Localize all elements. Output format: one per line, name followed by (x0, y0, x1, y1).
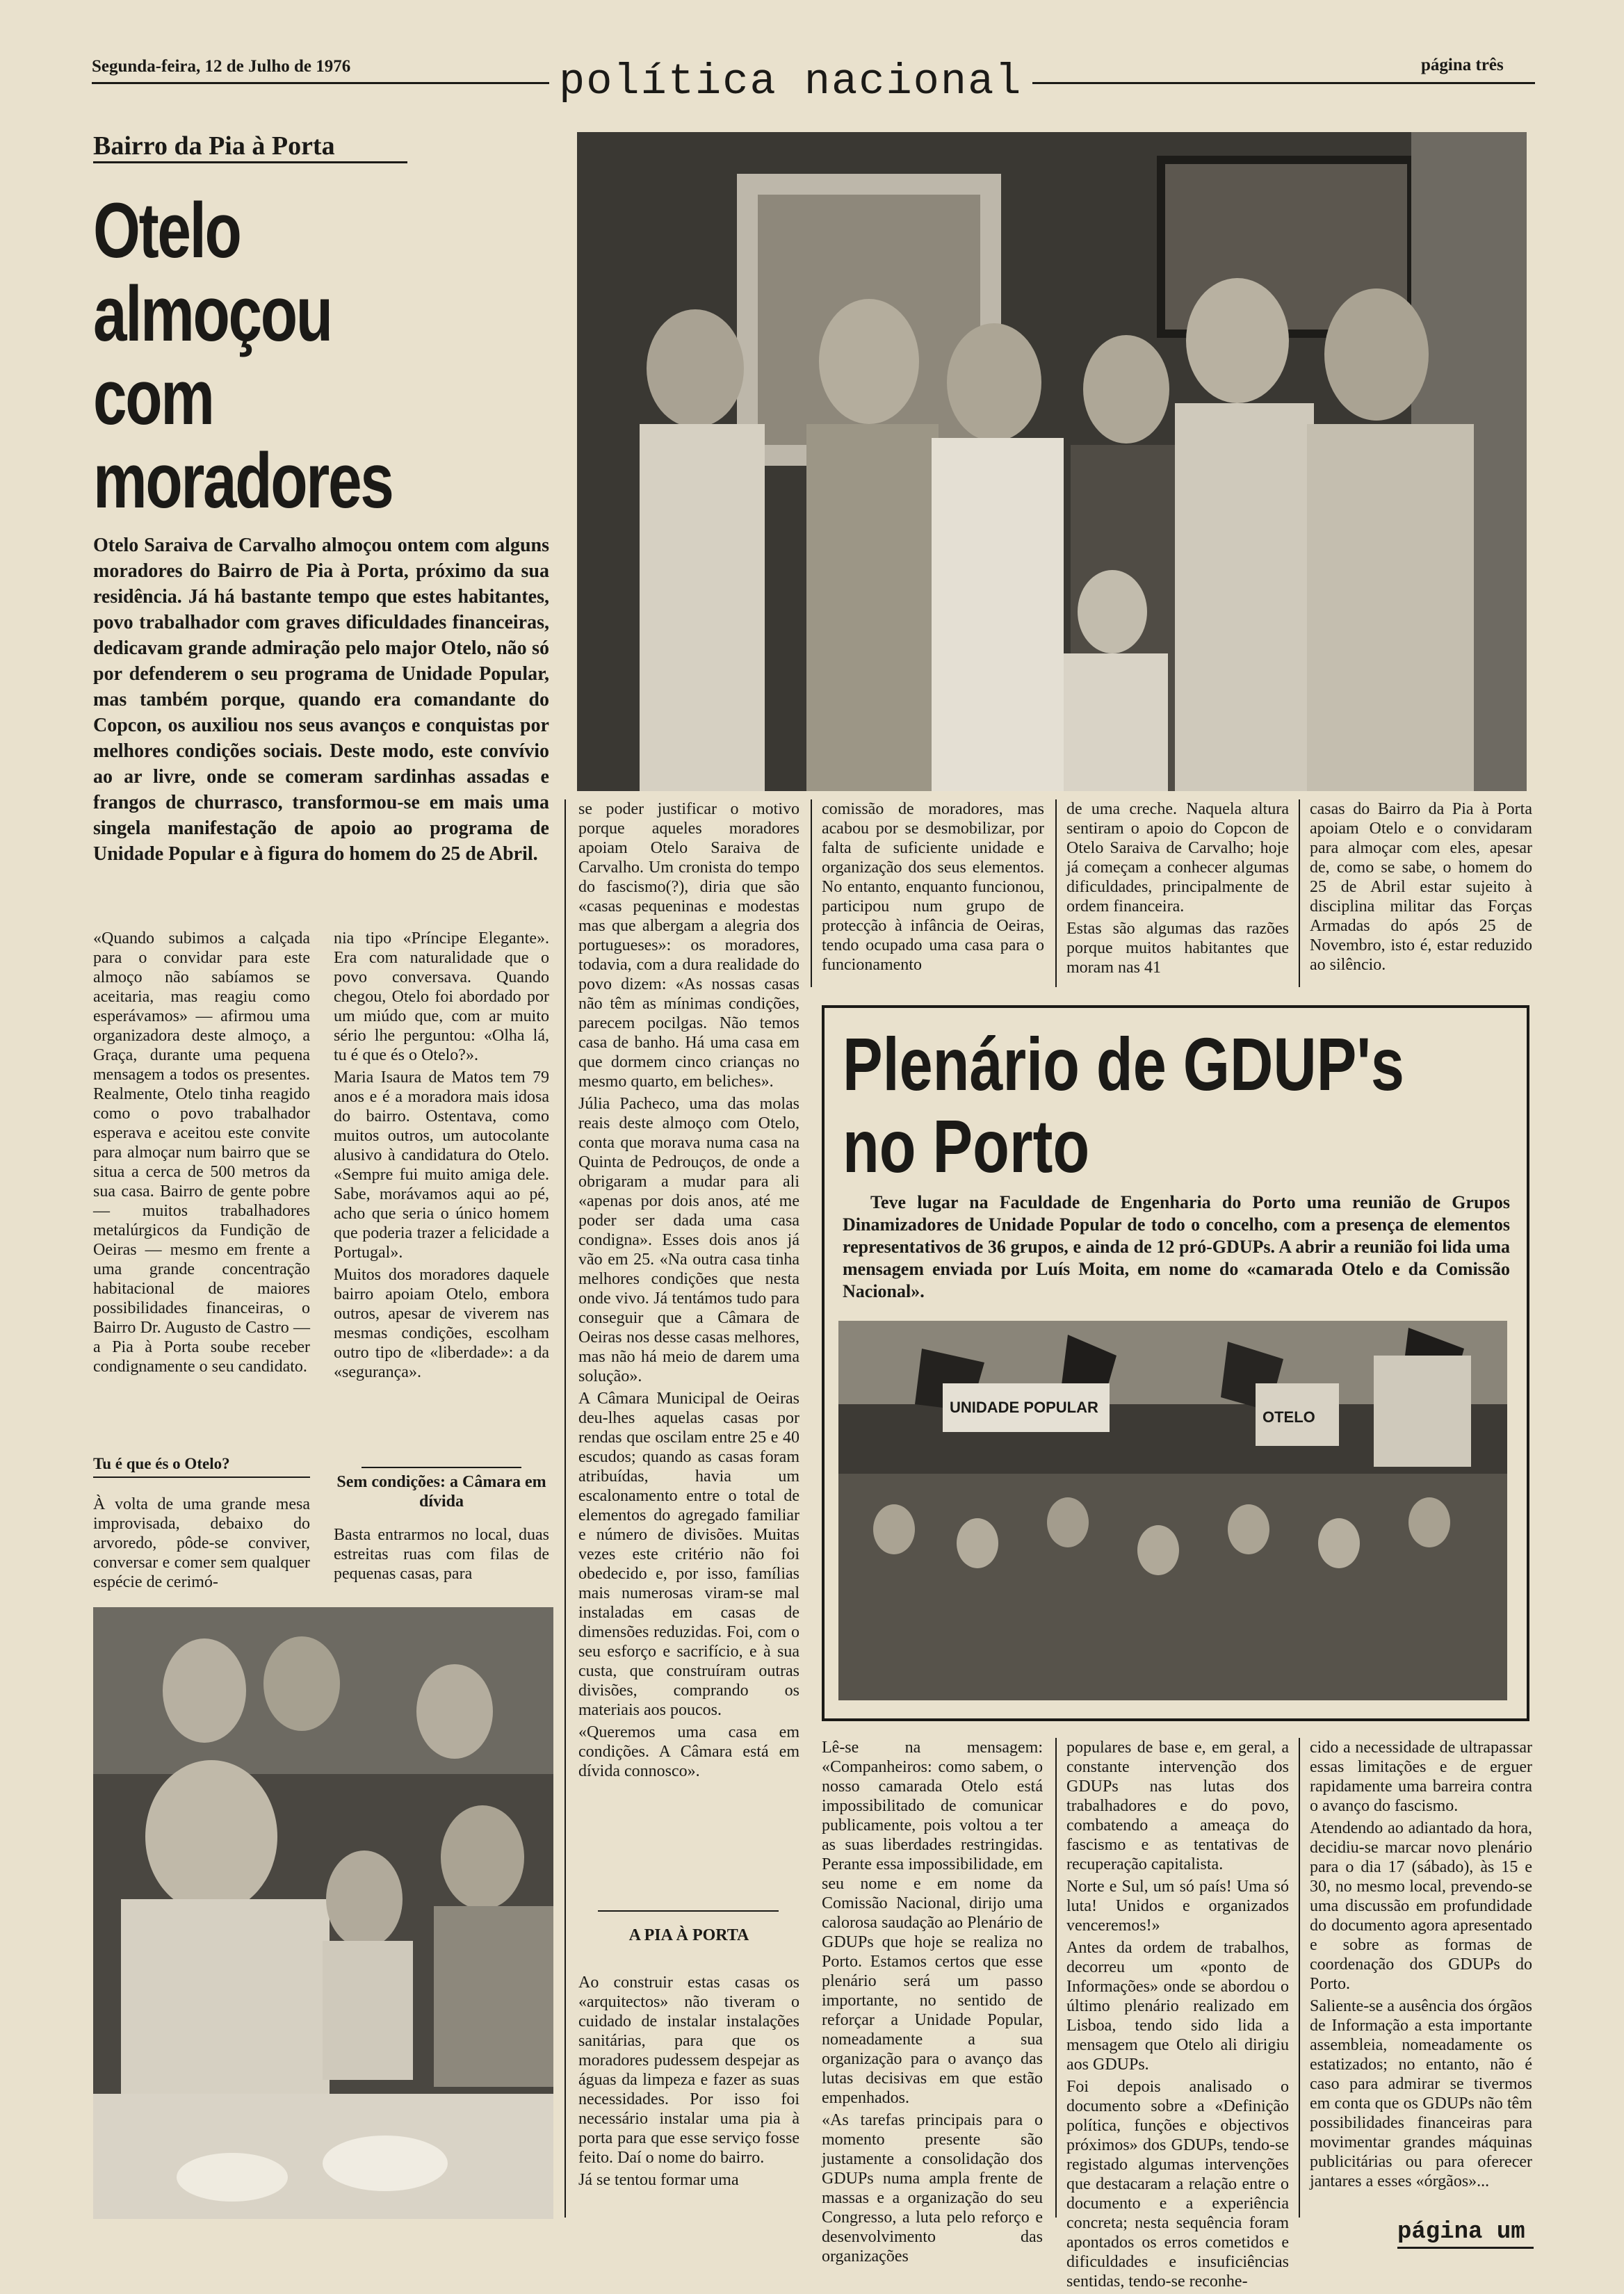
paragraph: A Câmara Municipal de Oeiras deu-lhes aquelas casas por rendas que oscilam entre 25 e 40 escudos; quando as casas foram atribuídas, havia um escalonamento entre o total de elementos do agregado familiar e número de divisões. Muitas vezes este critério não foi obedecido e, por isso, famílias mais numerosas viram-se mal instaladas em casas de dimensões reduzidas. Foi, com o seu esforço e sacrifício, e à sua custa, que construíram outras divisões, comprando os materiais aos poucos. (578, 1390, 799, 1719)
column-divider (565, 799, 566, 2218)
paragraph: populares de base e, em geral, a constante intervenção dos GDUPs nas lutas dos trabalhadores e do povo, combatendo a ameaça do fascismo e as tentativas de recuperação capitalista. (1066, 1739, 1289, 1873)
crowd-banner-text: UNIDADE POPULAR (950, 1399, 1098, 1416)
paragraph: Já se tentou formar uma (578, 2171, 739, 2189)
column-divider (1055, 799, 1057, 987)
paragraph: Muitos dos moradores daquele bairro apoiam Otelo, embora outros, apesar de viverem nas mesmas condições, escolham outro tipo de «liberdade»: a da «segurança». (334, 1266, 549, 1381)
paragraph: casas do Bairro da Pia à Porta apoiam Otelo e o convidaram para almoçar com eles, apesar de, como se sabe, o homem do 25 de Abril estar sujeito à disciplina militar das Forças Armadas do após 25 de Novembro, isto é, estar reduzido ao silêncio. (1310, 800, 1532, 974)
paragraph: «Quando subimos a calçada para o convidar para este almoço não sabíamos se aceitaria, mas reagiu como esperávamos» — afirmou uma organizadora deste almoço, a Graça, durante uma pequena mensagem a todos os presentes. Realmente, Otelo tinha reagido como o povo trabalhador esperava e aceitou este convite para almoçar num bairro que se situa a cerca de 500 metros da sua casa. Bairro de gente pobre — muitos trabalhadores metalúrgicos da Fundição de Oeiras — mesmo em frente a uma grande concentração habitacional de maiores possibilidades financeiras, o Bairro Dr. Augusto de Castro — a Pia à Porta soube receber condignamente o seu candidato. (93, 929, 310, 1376)
article-column-4 (822, 799, 1044, 977)
headline-line: Plenário de GDUP's (843, 1022, 1404, 1106)
paragraph: nia tipo «Príncipe Elegante». Era com naturalidade que o povo conversava. Quando chegou, Otelo foi abordado por um miúdo que, com ar muito sério lhe perguntou: «Olha lá, tu é que és o Otelo?». (334, 929, 549, 1064)
article-column-3 (578, 799, 799, 1784)
paragraph: «As tarefas principais para o momento presente são justamente a consolidação dos GDUPs numa ampla frente de massas e a organização do seu Congresso, a luta pelo reforço e desenvolvimento das organizações (822, 2111, 1043, 2265)
paragraph: de uma creche. Naquela altura sentiram o apoio do Copcon de Otelo Saraiva de Carvalho; hoje já começam a conhecer algumas dificuldades, principalmente de ordem financeira. (1066, 800, 1289, 916)
subhead-tu-e-que-es: Tu é que és o Otelo? (93, 1455, 230, 1472)
subhead-rule (598, 1910, 779, 1912)
paragraph: cido a necessidade de ultrapassar essas limitações e de erguer rapidamente uma barreira contra o avanço do fascismo. (1310, 1739, 1532, 1815)
issue-date: Segunda-feira, 12 de Julho de 1976 (92, 57, 351, 76)
headline-line: Otelo (93, 187, 241, 274)
article-column-6 (1310, 799, 1532, 977)
article-column-1b (93, 1495, 310, 1595)
paragraph: comissão de moradores, mas acabou por se desmobilizar, por falta de suficiente unidade e organização dos seus elementos. No entanto, enquanto funcionou, participou num grupo de protecção à infância de Oeiras, tendo ocupado uma casa para o funcionamento (822, 800, 1044, 974)
column-divider (811, 799, 812, 987)
paragraph: À volta de uma grande mesa improvisada, debaixo do arvoredo, pôde-se conviver, conversar e comer sem qualquer espécie de cerimó- (93, 1495, 310, 1591)
gdup-column-1 (822, 1738, 1043, 2269)
paragraph: Norte e Sul, um só país! Uma só luta! Unidos e organizados venceremos!» (1066, 1878, 1289, 1935)
gdup-headline (843, 1023, 1503, 1187)
gdup-column-3 (1310, 1738, 1532, 2194)
paragraph: Júlia Pacheco, uma das molas reais deste almoço com Otelo, conta que morava numa casa na Quinta de Pedrouços, de onde a obrigaram a mudar para ali «apenas por dois anos, até me poder ser dada uma casa condigna». Esses dois anos já vão em 25. «Na outra casa tinha melhores condições que nesta onde vivo. Já tentámos tudo para conseguir que a Câmara de Oeiras nos desse casas melhores, mas não há meio de darem uma solução». (578, 1095, 799, 1385)
gdup-column-2 (1066, 1738, 1289, 2294)
kicker-underline (93, 161, 407, 163)
paragraph: Basta entrarmos no local, duas estreitas ruas com filas de pequenas casas, para (334, 1526, 549, 1583)
headline-line: no Porto (843, 1104, 1090, 1188)
paragraph: Foi depois analisado o documento sobre a «Definição política, funções e objectivos próximos» dos GDUPs, tendo-se registado algumas intervenções que destacaram a relação entre o documento e a experiência concreta; nesta sequência foram apontados os erros cometidos e dificuldades e insuficiências sentidas, tendo-se reconhe- (1066, 2078, 1289, 2291)
paragraph: Saliente-se a ausência dos órgãos de Informação a esta importante assembleia, nomeadamente os estatizados; no entanto, não é caso para admirar se tivermos em conta que os GDUPs não têm possibilidades financeiras para movimentar grandes máquinas publicitárias ou para oferecer jantares a esses «órgãos»... (1310, 1997, 1532, 2190)
article-kicker: Bairro da Pia à Porta (93, 131, 335, 161)
subhead-pia-a-porta: A PIA À PORTA (628, 1926, 749, 1944)
paragraph: «Queremos uma casa em condições. A Câmara está em dívida connosco». (578, 1723, 799, 1780)
paragraph: Lê-se na mensagem: «Companheiros: como sabem, o nosso camarada Otelo está impossibilitado de comunicar publicamente, pois voltou a ter as suas liberdades restringidas. Perante essa impossibilidade, em seu nome e em nome da Comissão Nacional, dirijo uma calorosa saudação ao Plenário de GDUPs que hoje se realiza no Porto. Estamos certos que esse plenário será um passo importante, no sentido de reforçar a Unidade Popular, nomeadamente a sua organização para o avanço das lutas decisivas em que estão empenhados. (822, 1739, 1043, 2107)
article-column-2b (334, 1525, 549, 1586)
column-divider (1299, 799, 1300, 987)
column-divider (1055, 1738, 1057, 2218)
article-column-1 (93, 929, 310, 1379)
section-title: política nacional (549, 57, 1032, 106)
paragraph: Antes da ordem de trabalhos, decorreu um «ponto de Informações» onde se abordou o último plenário realizado em Lisboa, tendo sido lida a mensagem que Otelo ali dirigiu aos GDUPs. (1066, 1939, 1289, 2074)
stamp-underline (1397, 2247, 1534, 2249)
page-stamp: página um (1397, 2219, 1525, 2245)
photo-lunch-table (93, 1607, 553, 2219)
article-column-2 (334, 929, 549, 1385)
paragraph: Ao construir estas casas os «arquitectos» não tiveram o cuidado de instalar instalações sanitárias, para que os moradores pudessem despejar as águas da limpeza e fazer as suas necessidades. Por isso foi necessário instalar uma pia à porta para que esse serviço fosse feito. Daí o nome do bairro. (578, 1974, 799, 2167)
headline-line: moradores (93, 437, 393, 524)
page-label: página três (1421, 56, 1504, 74)
article-lead: Otelo Saraiva de Carvalho almoçou ontem com alguns moradores do Bairro de Pia à Porta, próximo da sua residência. Já há bastante tempo que estes habitantes, povo trabalhador com graves dificuldades financeiras, dedicavam grande admiração pelo major Otelo, não só por defenderem o seu programa de Unidade Popular, mas também porque, quando era comandante do Copcon, os auxiliou nos seus avanços e conquistas por melhores condições sociais. Deste modo, este convívio ao ar livre, onde se comeram sardinhas assadas e frangos de churrasco, transformou-se em mais uma singela manifestação de apoio ao programa de Unidade Popular e à figura do homem do 25 de Abril. (93, 535, 549, 865)
paragraph: se poder justificar o motivo porque aqueles moradores apoiam Otelo Saraiva de Carvalho. Um cronista do tempo do fascismo(?), diria que são «casas pequeninas e modestas mas que albergam a alegria dos portugueses»: os moradores, todavia, com a dura realidade do povo dizem: «As nossas casas não têm as mínimas condições, parecem pocilgas. Não temos casa de banho. Há uma casa em que dormem cinco crianças no mesmo quarto, em beliches». (578, 800, 799, 1091)
subhead-rule (362, 1467, 521, 1468)
headline-line: almoçou (93, 270, 332, 357)
crowd-sign-text: OTELO (1262, 1408, 1315, 1426)
article-column-3b (578, 1973, 799, 2193)
paragraph: Atendendo ao adiantado da hora, decidiu-se marcar novo plenário para o dia 17 (sábado), às 15 e 30, no mesmo local, prevendo-se uma discussão em profundidade do documento agora apresentado e sobre as formas de coordenação dos GDUPs do Porto. (1310, 1819, 1532, 1993)
gdup-lead: Teve lugar na Faculdade de Engenharia do Porto uma reunião de Grupos Dinamizadores de Unidade Popular de todo o concelho, com a presença de elementos representativos de 36 grupos, e ainda de 12 pró-GDUPs. A abrir a reunião foi lida uma mensagem enviada por Luís Moita, em nome do «camarada Otelo e da Comissão Nacional». (843, 1192, 1510, 1301)
paragraph: Estas são algumas das razões porque muitos habitantes que moram nas 41 (1066, 920, 1289, 977)
headline-line: com (93, 354, 213, 441)
column-divider (1299, 1738, 1300, 2218)
article-headline (93, 189, 580, 523)
photo-otelo-with-residents (577, 132, 1527, 791)
subhead-sem-condicoes: Sem condições: a Câmara em dívida (336, 1473, 546, 1511)
photo-porto-plenary-crowd (838, 1321, 1507, 1700)
paragraph: Maria Isaura de Matos tem 79 anos e é a moradora mais idosa do bairro. Ostentava, como muitos outros, um autocolante alusivo à candidatura do Otelo. «Sempre fui muito amiga dele. Sabe, morávamos aqui ao pé, acho que seria o único homem que poderia trazer a felicidade a Portugal». (334, 1068, 549, 1262)
subhead-rule (93, 1477, 310, 1478)
article-column-5 (1066, 799, 1289, 980)
